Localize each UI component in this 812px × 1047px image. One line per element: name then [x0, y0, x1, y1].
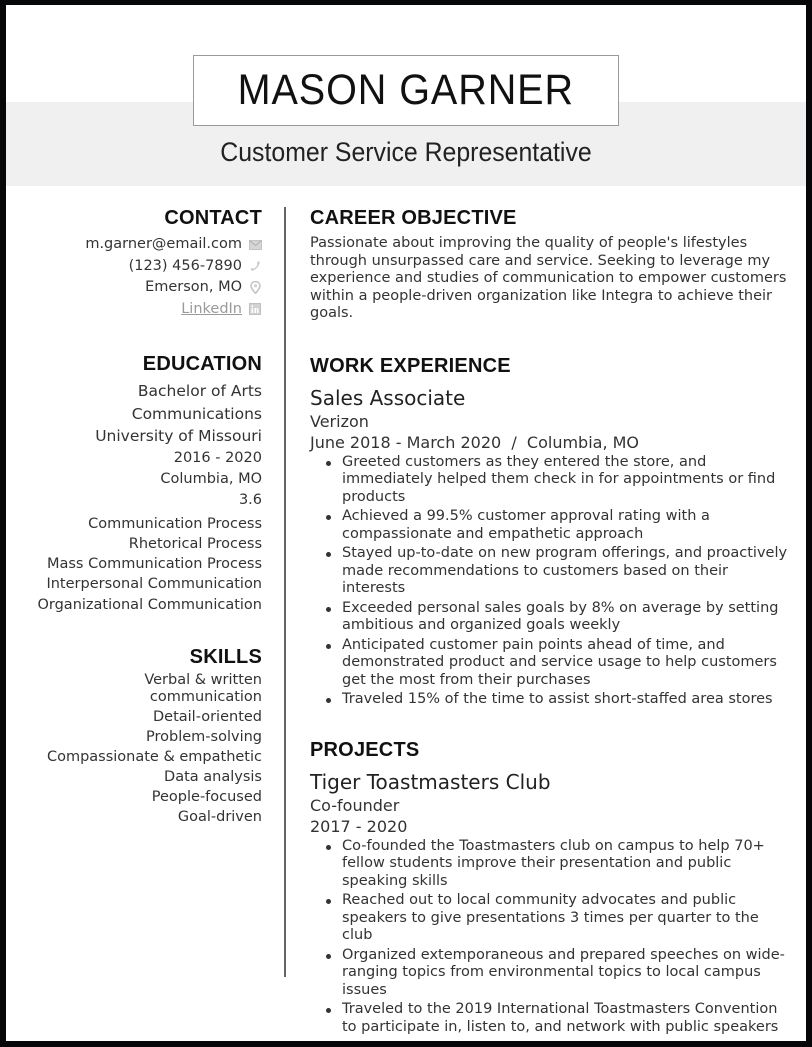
project-dates: 2017 - 2020 — [310, 816, 408, 836]
contact-heading: CONTACT — [164, 207, 262, 229]
projects-heading: PROJECTS — [310, 738, 420, 761]
school: University of Missouri — [95, 427, 262, 445]
envelope-icon — [248, 238, 262, 252]
location-text: Emerson, MO — [145, 279, 242, 295]
skill-item: Verbal & written communication — [144, 671, 262, 706]
candidate-name: MASON GARNER — [237, 66, 575, 114]
linkedin-icon — [248, 302, 262, 316]
education-heading: EDUCATION — [142, 353, 262, 375]
bullet-item: Traveled to the 2019 International Toastmasters Convention to participate in, listen to, and network with public speakers — [310, 1001, 790, 1036]
bullet-item: Organized extemporaneous and prepared speeches on wide-ranging topics from environmental topics to local campus issues — [310, 947, 790, 1000]
education-location: Columbia, MO — [160, 470, 262, 487]
job-position: Sales Associate — [310, 385, 466, 410]
linkedin-link[interactable]: LinkedIn — [181, 300, 242, 317]
major: Communications — [131, 404, 262, 423]
skill-item: Detail-oriented — [153, 708, 262, 725]
name-box — [193, 55, 619, 126]
course-item: Interpersonal Communication — [46, 576, 262, 593]
left-column — [26, 205, 262, 827]
bullet-item: Greeted customers as they entered the store, and immediately helped them check in for appointments or find products — [310, 454, 790, 507]
bullet-item: Stayed up-to-date on new program offerings, and proactively made recommendations to customers based on their interests — [310, 545, 790, 598]
course-item: Communication Process — [88, 515, 262, 532]
skill-item: People-focused — [151, 788, 262, 805]
job-title-header: Customer Service Representative — [220, 137, 592, 167]
job-dates-location: June 2018 - March 2020 / Columbia, MO — [310, 432, 640, 452]
contact-linkedin — [26, 299, 262, 321]
bullet-item: Exceeded personal sales goals by 8% on average by setting ambitious and organized goals weekly — [310, 600, 790, 635]
skills-section — [26, 644, 262, 827]
education-section — [26, 351, 262, 615]
skill-item: Problem-solving — [146, 728, 262, 745]
skill-item: Data analysis — [164, 768, 262, 785]
column-divider — [284, 207, 286, 977]
project-title: Tiger Toastmasters Club — [310, 769, 551, 794]
objective-heading: CAREER OBJECTIVE — [310, 207, 517, 229]
project-role: Co-founder — [310, 795, 400, 815]
experience-section — [310, 353, 790, 709]
contact-location — [26, 277, 262, 299]
bullet-item: Reached out to local community advocates and public speakers to give presentations 3 times per quarter to the club — [310, 892, 790, 945]
bullet-item: Anticipated customer pain points ahead of time, and demonstrated product and service usage to help customers get the most from their purchases — [310, 637, 790, 690]
bullet-item: Achieved a 99.5% customer approval rating with a compassionate and empathetic approach — [310, 508, 790, 543]
projects-section — [310, 737, 790, 1037]
experience-heading: WORK EXPERIENCE — [310, 354, 511, 377]
bullet-item: Co-founded the Toastmasters club on campus to help 70+ fellow students improve their presentation and public speaking skills — [310, 838, 790, 891]
resume-page — [6, 5, 806, 1041]
skills-heading: SKILLS — [189, 645, 262, 668]
course-item: Mass Communication Process — [46, 556, 262, 573]
contact-email — [26, 234, 262, 256]
job-company: Verizon — [310, 411, 369, 431]
course-item: Rhetorical Process — [128, 535, 262, 552]
education-years: 2016 - 2020 — [173, 449, 262, 466]
phone-text: (123) 456-7890 — [128, 257, 242, 274]
job-bullets — [310, 454, 790, 709]
bullet-item: Traveled 15% of the time to assist short-staffed area stores — [310, 691, 790, 709]
objective-section — [310, 205, 790, 323]
course-item: Organizational Communication — [37, 596, 262, 613]
gpa: 3.6 — [238, 491, 262, 508]
map-pin-icon — [248, 281, 262, 295]
objective-text: Passionate about improving the quality of people's lifestyles through unsurpassed care and service. Seeking to leverage my experience and studies of communication to empower customers within a people-driven organization like Integra to achieve their goals. — [310, 235, 787, 321]
project-entry — [310, 769, 790, 1037]
right-column — [310, 205, 790, 1038]
contact-phone — [26, 256, 262, 278]
project-bullets — [310, 838, 790, 1037]
contact-section — [26, 205, 262, 320]
skill-item: Compassionate & empathetic — [46, 748, 262, 765]
degree: Bachelor of Arts — [137, 382, 262, 400]
email-text: m.garner@email.com — [85, 236, 242, 252]
phone-icon — [248, 259, 262, 273]
skill-item: Goal-driven — [177, 808, 262, 825]
job-entry — [310, 385, 790, 709]
